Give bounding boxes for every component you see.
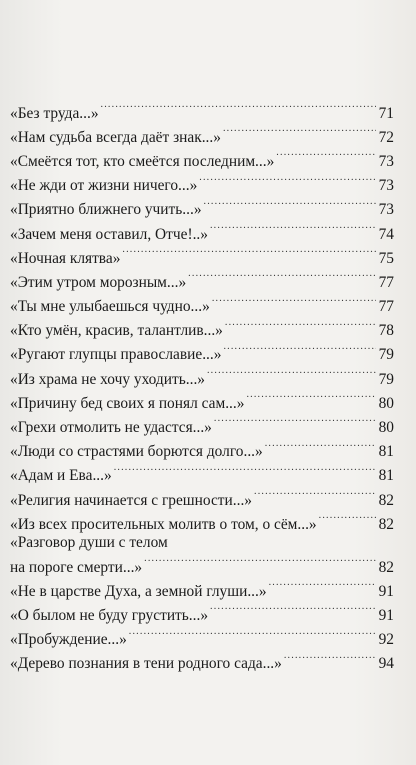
toc-entry-title: «Грехи отмолить не удастся...» [10, 419, 212, 437]
toc-entry-title: «Ты мне улыбаешься чудно...» [10, 298, 210, 316]
toc-entry [10, 365, 394, 389]
toc-entry [10, 172, 394, 196]
toc-entry-page: 91 [378, 582, 394, 600]
dot-leader [223, 341, 376, 360]
toc-entry-page: 82 [378, 491, 394, 509]
toc-entry [10, 99, 394, 123]
dot-leader [254, 486, 376, 505]
dot-leader [319, 510, 376, 529]
toc-entry [10, 553, 394, 577]
toc-entry [10, 341, 394, 365]
toc-entry [10, 123, 394, 147]
dot-leader [276, 147, 376, 166]
dot-leader [210, 220, 376, 239]
toc-entry-page: 77 [378, 298, 394, 316]
toc-entry-page: 72 [378, 128, 394, 146]
toc-entry-title: «Нам судьба всегда даёт знак...» [10, 128, 221, 146]
toc-entry-title: «Кто умён, красив, талантлив...» [10, 322, 223, 340]
toc-entry [10, 268, 394, 292]
dot-leader [269, 577, 376, 596]
toc-entry-page: 77 [378, 273, 394, 291]
toc-entry-page: 81 [378, 443, 394, 461]
toc-entry-title: «Ругают глупцы православие...» [10, 346, 222, 364]
dot-leader [204, 196, 376, 215]
toc-entry-title: «Смеётся тот, кто смеётся последним...» [10, 152, 275, 170]
toc-entry-title: «Пробуждение...» [10, 631, 127, 649]
toc-entry-page: 92 [378, 631, 394, 649]
toc-entry-title: «Из всех просительных молитв о том, о сём...» [10, 515, 317, 533]
toc-entry-title: «Дерево познания в тени родного сада...» [10, 655, 282, 673]
toc-entry-page: 79 [378, 346, 394, 364]
toc-entry-page: 78 [378, 322, 394, 340]
toc-entry-page: 71 [378, 104, 394, 122]
toc-entry-page: 94 [378, 655, 394, 673]
toc-entry-page: 82 [378, 515, 394, 533]
toc-entry-title: «Причину бед своих я понял сам...» [10, 394, 245, 412]
toc-entry [10, 147, 394, 171]
toc-entry-title: «Адам и Ева...» [10, 467, 112, 485]
dot-leader [207, 365, 376, 384]
toc-entry-page: 80 [378, 419, 394, 437]
toc-entry-title-line2: на пороге смерти...» [10, 558, 143, 576]
dot-leader [212, 293, 376, 312]
toc-entry [10, 220, 394, 244]
toc-entry [10, 196, 394, 220]
dot-leader [188, 268, 376, 287]
toc-entry-page: 81 [378, 467, 394, 485]
toc-entry-page: 73 [378, 177, 394, 195]
toc-entry [10, 626, 394, 650]
dot-leader [284, 650, 376, 669]
dot-leader [223, 123, 376, 142]
toc-entry-title: «Приятно ближнего учить...» [10, 201, 202, 219]
toc-entry-title: «Люди со страстями борются долго...» [10, 443, 263, 461]
toc-entry-title: «О былом не буду грустить...» [10, 606, 209, 624]
toc-entry-page: 73 [378, 152, 394, 170]
toc-entry-title: «Этим утром морозным...» [10, 273, 187, 291]
toc-entry-title-line1: «Разговор души с телом [10, 534, 168, 552]
toc-entry-page: 80 [378, 394, 394, 412]
toc-entry [10, 486, 394, 510]
toc-entry [10, 317, 394, 341]
dot-leader [199, 172, 376, 191]
dot-leader [114, 462, 376, 481]
toc-entry [10, 462, 394, 486]
dot-leader [144, 553, 376, 572]
dot-leader [214, 413, 376, 432]
toc-entry [10, 510, 394, 534]
toc-entry [10, 244, 394, 268]
toc-entry [10, 650, 394, 674]
toc-entry [10, 413, 394, 437]
dot-leader [246, 389, 376, 408]
toc-entry-page: 73 [378, 201, 394, 219]
toc-entry [10, 601, 394, 625]
toc-entry-title: «Не в царстве Духа, а земной глуши...» [10, 582, 267, 600]
toc-entry-page: 91 [378, 606, 394, 624]
toc-entry-page: 74 [378, 225, 394, 243]
toc-entry-page: 82 [378, 558, 394, 576]
toc-entry-page: 75 [378, 249, 394, 267]
toc-entry-title: «Зачем меня оставил, Отче!..» [10, 225, 208, 243]
toc-entry-title: «Без труда...» [10, 104, 99, 122]
toc-entry [10, 577, 394, 601]
toc-entry-title: «Религия начинается с грешности...» [10, 491, 252, 509]
dot-leader [129, 626, 376, 645]
toc-entry [10, 438, 394, 462]
dot-leader [265, 438, 376, 457]
dot-leader [101, 99, 376, 118]
dot-leader [210, 601, 376, 620]
dot-leader [225, 317, 376, 336]
toc-entry [10, 293, 394, 317]
toc-entry-title: «Ночная клятва» [10, 249, 121, 267]
toc-entry-page: 79 [378, 370, 394, 388]
table-of-contents [10, 99, 394, 674]
toc-entry [10, 389, 394, 413]
toc-entry-title: «Из храма не хочу уходить...» [10, 370, 205, 388]
toc-entry-title: «Не жди от жизни ничего...» [10, 177, 198, 195]
dot-leader [122, 244, 376, 263]
